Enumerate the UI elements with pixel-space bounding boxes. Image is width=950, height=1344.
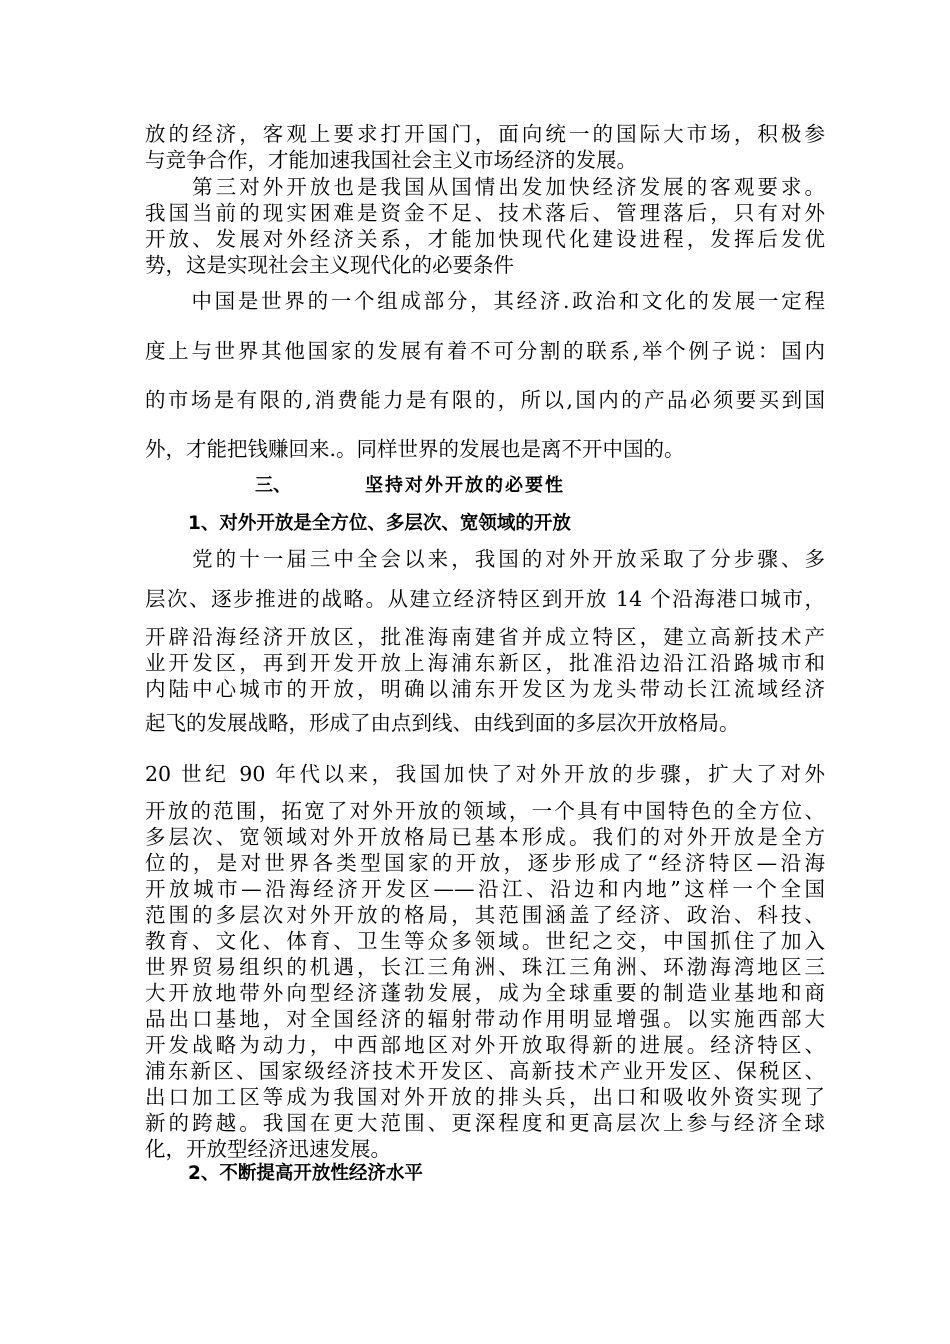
paragraph-line: 中国是世界的一个组成部分，其经济.政治和文化的发展一定程 [145,289,825,313]
paragraph-line: 放的经济，客观上要求打开国门，面向统一的国际大市场，积极参 [145,122,825,146]
paragraph-line: 我国当前的现实困难是资金不足、技术落后、管理落后，只有对外 [145,201,825,225]
paragraph-line: 化，开放型经济迅速发展。 [145,1137,391,1161]
paragraph-line: 与竞争合作，才能加速我国社会主义市场经济的发展。 [145,148,637,172]
paragraph-line: 起飞的发展战略，形成了由点到线、由线到面的多层次开放格局。 [145,711,740,735]
paragraph-line: 品出口基地，对全国经济的辐射带动作用明显增强。以实施西部大 [145,1007,825,1031]
paragraph-line: 度上与世界其他国家的发展有着不可分割的联系,举个例子说：国内 [145,339,825,363]
paragraph-line: 开发战略为动力，中西部地区对外开放取得新的进展。经济特区、 [145,1033,825,1057]
paragraph-line: 位的，是对世界各类型国家的开放，逐步形成了“经济特区—沿海 [145,851,825,875]
paragraph-line: 开放、发展对外经济关系，才能加快现代化建设进程，发挥后发优 [145,227,825,251]
paragraph-line: 范围的多层次对外开放的格局，其范围涵盖了经济、政治、科技、 [145,903,825,927]
paragraph-line: 层次、逐步推进的战略。从建立经济特区到开放 14 个沿海港口城市， [145,587,825,611]
paragraph-line: 出口加工区等成为我国对外开放的排头兵，出口和吸收外资实现了 [145,1085,825,1109]
paragraph-line: 开辟沿海经济开放区，批准海南建省并成立特区，建立高新技术产 [145,625,825,649]
subsection-title: 2、不断提高开放性经济水平 [188,1163,423,1184]
paragraph-line: 内陆中心城市的开放，明确以浦东开发区为龙头带动长江流域经济 [145,677,825,701]
paragraph-line: 党的十一届三中全会以来，我国的对外开放采取了分步骤、多 [145,547,825,571]
subsection-title: 1、对外开放是全方位、多层次、宽领域的开放 [188,513,571,534]
paragraph-line: 世界贸易组织的机遇，长江三角洲、珠江三角洲、环渤海湾地区三 [145,955,825,979]
paragraph-line: 多层次、宽领域对外开放格局已基本形成。我们的对外开放是全方 [145,825,825,849]
paragraph-line: 势，这是实现社会主义现代化的必要条件 [145,253,514,277]
paragraph-line: 外，才能把钱赚回来.。同样世界的发展也是离不开中国的。 [145,437,685,461]
paragraph-line: 的市场是有限的,消费能力是有限的，所以,国内的产品必须要买到国 [145,388,825,412]
paragraph-line: 20 世纪 90 年代以来，我国加快了对外开放的步骤，扩大了对外 [145,762,825,786]
paragraph-line: 新的跨越。我国在更大范围、更深程度和更高层次上参与经济全球 [145,1111,825,1135]
section-number: 三、 [255,475,291,496]
paragraph-line: 大开放地带外向型经济蓬勃发展，成为全球重要的制造业基地和商 [145,981,825,1005]
paragraph-line: 第三对外开放也是我国从国情出发加快经济发展的客观要求。 [145,175,825,199]
paragraph-line: 教育、文化、体育、卫生等众多领域。世纪之交，中国抓住了加入 [145,929,825,953]
paragraph-line: 开放城市—沿海经济开发区——沿江、沿边和内地”这样一个全国 [145,877,825,901]
paragraph-line: 浦东新区、国家级经济技术开发区、高新技术产业开发区、保税区、 [145,1059,825,1083]
paragraph-line: 业开发区，再到开发开放上海浦东新区，批准沿边沿江沿路城市和 [145,651,825,675]
section-title: 坚持对外开放的必要性 [365,475,565,496]
paragraph-line: 开放的范围，拓宽了对外开放的领域，一个具有中国特色的全方位、 [145,799,825,823]
